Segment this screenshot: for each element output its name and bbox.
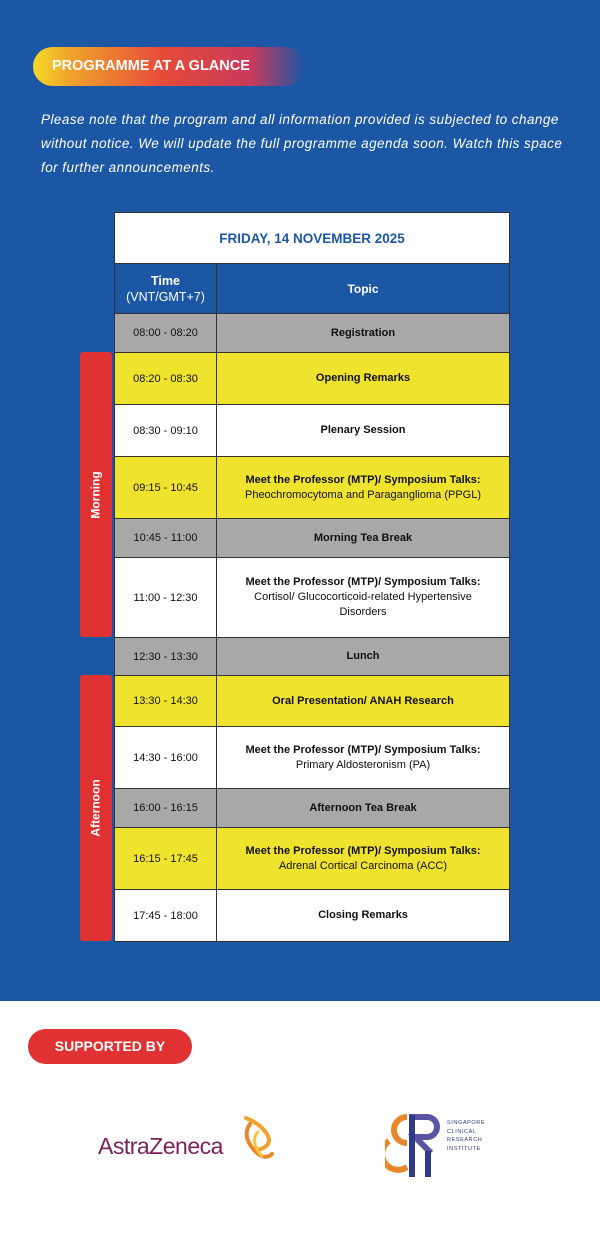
session-topic-title: Afternoon Tea Break	[309, 801, 417, 814]
session-topic	[217, 457, 510, 519]
session-topic	[217, 676, 510, 727]
morning-session-tab	[80, 352, 112, 637]
scri-line: CLINICAL	[447, 1128, 477, 1135]
programme-title-badge: PROGRAMME AT A GLANCE	[33, 47, 305, 86]
session-time: 13:30 - 14:30	[115, 676, 217, 727]
session-topic	[217, 314, 510, 353]
topic-column-header: Topic	[217, 264, 510, 314]
schedule-body	[115, 314, 510, 942]
schedule-row	[115, 558, 510, 638]
schedule-row	[115, 789, 510, 828]
schedule-row	[115, 890, 510, 942]
session-topic	[217, 353, 510, 405]
schedule-table	[114, 212, 510, 942]
session-topic	[217, 789, 510, 828]
schedule-row	[115, 676, 510, 727]
schedule-date: FRIDAY, 14 NOVEMBER 2025	[115, 213, 510, 264]
schedule-row	[115, 353, 510, 405]
scri-logo	[385, 1111, 495, 1181]
session-time: 16:00 - 16:15	[115, 789, 217, 828]
session-topic-title: Meet the Professor (MTP)/ Symposium Talks:	[245, 743, 481, 756]
session-topic-detail: Primary Aldosteronism (PA)	[295, 758, 431, 771]
session-topic	[217, 828, 510, 890]
session-time: 12:30 - 13:30	[115, 638, 217, 676]
scri-line: INSTITUTE	[447, 1145, 481, 1152]
session-topic-detail: Pheochromocytoma and Paraganglioma (PPGL)	[244, 488, 481, 501]
session-time: 17:45 - 18:00	[115, 890, 217, 942]
session-topic-title: Opening Remarks	[315, 372, 411, 384]
session-topic-detail: Adrenal Cortical Carcinoma (ACC)	[278, 859, 448, 872]
afternoon-session-tab	[80, 675, 112, 941]
session-topic	[217, 727, 510, 789]
session-time: 08:20 - 08:30	[115, 353, 217, 405]
session-time: 08:30 - 09:10	[115, 405, 217, 457]
astrazeneca-logo	[98, 1114, 278, 1164]
session-topic-title: Closing Remarks	[318, 909, 408, 921]
morning-label: Morning	[89, 470, 104, 519]
schedule-row	[115, 638, 510, 676]
session-topic-title: Lunch	[346, 650, 380, 662]
schedule-row	[115, 519, 510, 558]
session-topic	[217, 519, 510, 558]
session-time: 09:15 - 10:45	[115, 457, 217, 519]
astrazeneca-symbol-icon	[98, 1114, 278, 1164]
session-topic-title: Meet the Professor (MTP)/ Symposium Talks:	[245, 473, 481, 486]
schedule-row	[115, 727, 510, 789]
supported-by-badge: SUPPORTED BY	[28, 1029, 192, 1064]
session-time: 10:45 - 11:00	[115, 519, 217, 558]
schedule-header-row	[115, 264, 510, 314]
scri-line: SINGAPORE	[447, 1120, 486, 1126]
session-topic-title: Meet the Professor (MTP)/ Symposium Talks:	[245, 844, 481, 857]
afternoon-label: Afternoon	[89, 779, 104, 837]
time-column-header	[115, 264, 217, 314]
session-topic	[217, 890, 510, 942]
schedule-row	[115, 405, 510, 457]
session-topic-title: Morning Tea Break	[313, 531, 413, 544]
session-topic-title: Plenary Session	[320, 424, 406, 436]
session-topic-detail: Cortisol/ Glucocorticoid-related Hypertensive Disorders	[254, 591, 472, 618]
schedule-row	[115, 314, 510, 353]
session-time: 16:15 - 17:45	[115, 828, 217, 890]
schedule-row	[115, 828, 510, 890]
scri-line: RESEARCH	[447, 1137, 483, 1143]
session-topic	[217, 405, 510, 457]
session-topic	[217, 638, 510, 676]
scri-wordmark	[447, 1119, 485, 1153]
programme-notice: Please note that the program and all information provided is subjected to change without notice. We will update the full programme agenda soon. Watch this space for further announcements.	[41, 112, 563, 175]
scri-emblem-icon	[385, 1111, 445, 1181]
session-topic-title: Oral Presentation/ ANAH Research	[272, 694, 454, 707]
session-time: 11:00 - 12:30	[115, 558, 217, 638]
session-time: 08:00 - 08:20	[115, 314, 217, 353]
time-zone-label: (VNT/GMT+7)	[126, 289, 205, 304]
session-topic-title: Registration	[330, 326, 396, 339]
session-topic-title: Meet the Professor (MTP)/ Symposium Talks:	[245, 576, 481, 588]
schedule-row	[115, 457, 510, 519]
session-topic	[217, 558, 510, 638]
astrazeneca-wordmark: AstraZeneca	[98, 1133, 223, 1159]
session-time: 14:30 - 16:00	[115, 727, 217, 789]
time-header-label: Time	[151, 273, 180, 288]
